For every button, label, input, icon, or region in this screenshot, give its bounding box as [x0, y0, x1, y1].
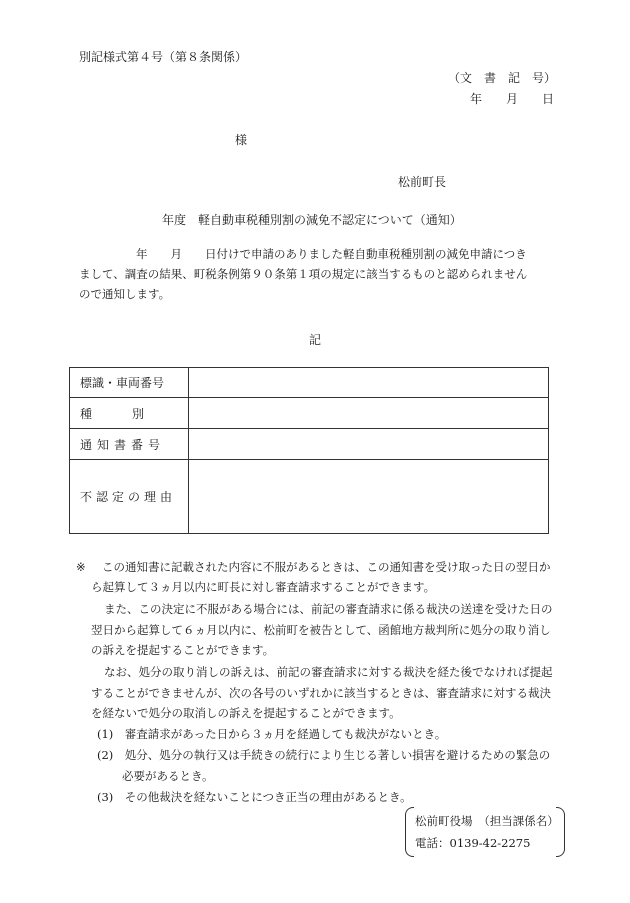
note-line: することができませんが、次の各号のいずれかに該当するときは、審査請求に対する裁決 [91, 686, 551, 700]
contact-office: 松前町役場 （担当課係名） [415, 814, 559, 828]
body-line-1: 年 月 日付けで申請のありました軽自動車税種別割の減免申請につき [136, 247, 527, 261]
contact-phone: 電話：0139-42-2275 [415, 836, 531, 850]
note-item-2: (2) 処分、処分の執行又は手続きの続行により生じる著しい損害を避けるための緊急の [97, 748, 551, 762]
row-label [70, 368, 189, 398]
row-label-text: 標識・車両番号 [80, 376, 165, 390]
contact-box [405, 807, 565, 857]
form-table [69, 367, 549, 534]
body-line-3: ので通知します。 [79, 287, 171, 301]
note-line: この通知書に記載された内容に不服があるときは、この通知書を受け取った日の翌日か [102, 560, 551, 574]
note-mark: ※ [76, 560, 86, 574]
note-line: また、この決定に不服がある場合には、前記の審査請求に係る裁決の送達を受けた日の [104, 602, 553, 616]
row-label [70, 460, 189, 534]
row-label-text: 通知書番号 [80, 437, 166, 452]
table-row [70, 398, 549, 429]
document-title: 年度 軽自動車税種別割の減免不認定について（通知） [162, 213, 462, 227]
note-line: 翌日から起算して６ヵ月以内に、松前町を被告として、函館地方裁判所に処分の取り消し [91, 623, 551, 637]
note-item-2-cont: 必要があるとき。 [122, 769, 214, 783]
document-number: （文 書 記 号） [448, 71, 557, 85]
row-value[interactable] [189, 368, 549, 398]
form-reference: 別記様式第４号（第８条関係） [79, 50, 248, 64]
note-line: ら起算して３ヵ月以内に町長に対し審査請求することができます。 [91, 580, 436, 594]
row-value[interactable] [189, 398, 549, 429]
row-label-text: 種 別 [80, 406, 146, 421]
note-item-1: (1) 審査請求があった日から３ヵ月を経過しても裁決がないとき。 [97, 727, 447, 741]
row-value[interactable] [189, 429, 549, 460]
row-label [70, 398, 189, 429]
note-line: を経ないで処分の取消しの訴えを提起することができます。 [91, 706, 401, 720]
bracket-left [405, 807, 414, 857]
note-line: なお、処分の取り消しの訴えは、前記の審査請求に対する裁決を経た後でなければ提起 [104, 665, 553, 679]
table-row [70, 368, 549, 398]
row-value[interactable] [189, 460, 549, 534]
ki-heading: 記 [309, 333, 322, 347]
issuer-name: 松前町長 [398, 175, 447, 189]
table-row [70, 429, 549, 460]
date-line: 年 月 日 [470, 92, 555, 106]
addressee-suffix: 様 [235, 133, 248, 147]
body-line-2: まして、調査の結果、町税条例第９０条第１項の規定に該当するものと認められません [79, 267, 528, 281]
note-item-3: (3) その他裁決を経ないことにつき正当の理由があるとき。 [97, 790, 412, 804]
note-line: の訴えを提起することができます。 [91, 643, 275, 657]
table-row [70, 460, 549, 534]
row-label-text: 不認定の理由 [80, 490, 177, 504]
row-label [70, 429, 189, 460]
